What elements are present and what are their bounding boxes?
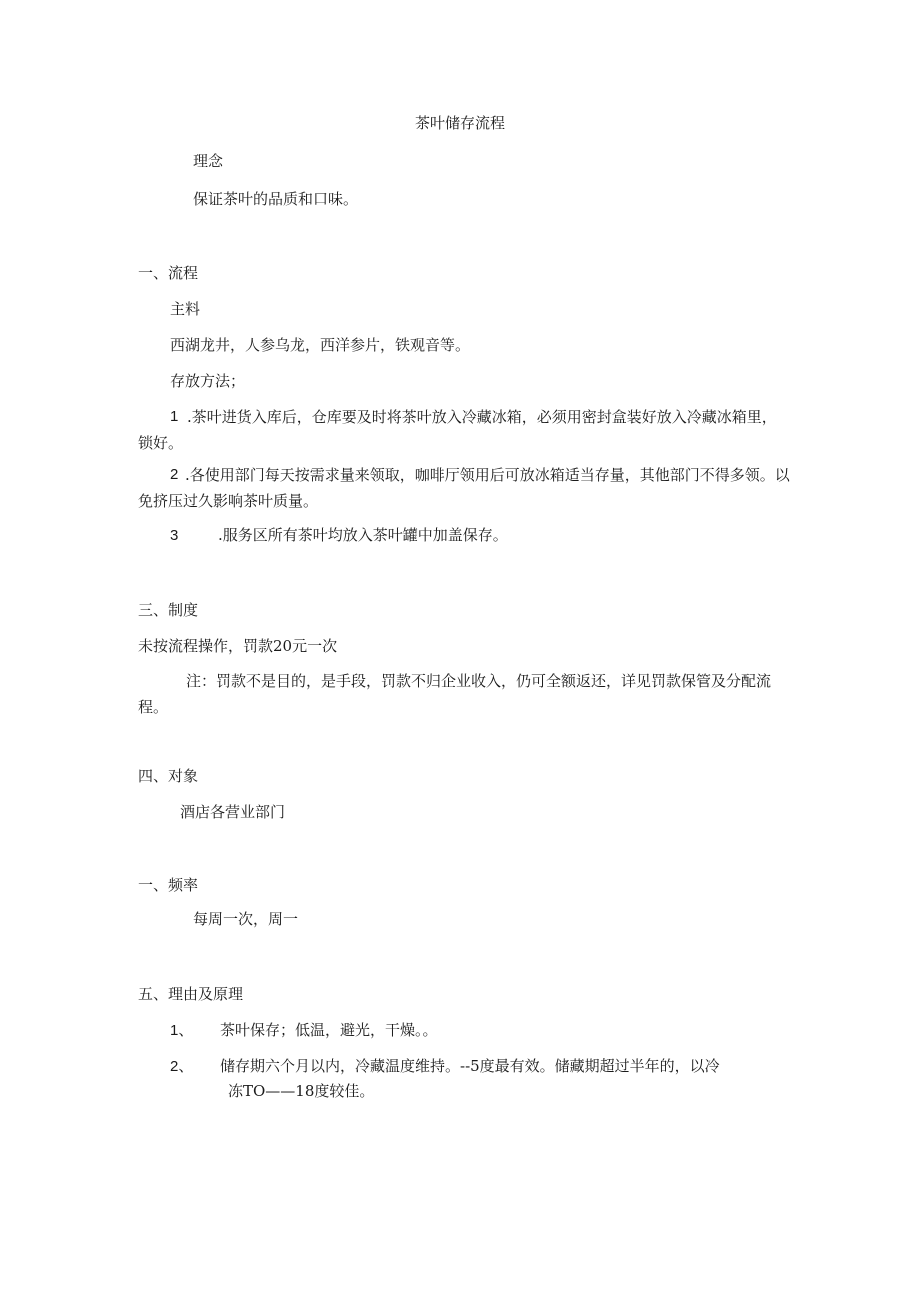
storage-method-label: 存放方法；	[170, 372, 246, 390]
section-target-heading: 四、对象	[138, 767, 199, 785]
section-rules-heading: 三、制度	[138, 601, 199, 619]
ingredients-list: 西湖龙井，人参乌龙，西洋参片，铁观音等。	[170, 336, 471, 354]
step-number: 2	[170, 466, 179, 483]
section-reason-heading: 五、理由及原理	[138, 985, 244, 1003]
document-title: 茶叶储存流程	[414, 114, 505, 132]
reason-number: 1、	[170, 1022, 194, 1039]
concept-text: 保证茶叶的品质和口味。	[193, 190, 359, 208]
reason-text: 储存期六个月以内，冷藏温度维持。--5度最有效。储藏期超过半年的，以冷	[220, 1057, 720, 1075]
penalty-text: 未按流程操作，罚款20元一次	[138, 637, 338, 655]
section-frequency-heading: 一、频率	[138, 876, 199, 894]
step-text: .各使用部门每天按需求量来领取，咖啡厅领用后可放冰箱适当存量，其他部门不得多领。以免挤压过久影响茶叶质量。	[138, 466, 790, 510]
step-text: .茶叶进货入库后，仓库要及时将茶叶放入冷藏冰箱，必须用密封盒装好放入冷藏冰箱里，锁好。	[138, 408, 777, 452]
section-process-heading: 一、流程	[138, 264, 199, 282]
frequency-text: 每周一次，周一	[193, 910, 299, 928]
ingredients-label: 主料	[170, 300, 201, 318]
step-number: 1	[170, 408, 179, 425]
concept-label: 理念	[193, 152, 224, 170]
penalty-note: 注：罚款不是目的，是手段，罚款不归企业收入，仍可全额返还，详见罚款保管及分配流程。	[138, 672, 772, 716]
target-text: 酒店各营业部门	[180, 803, 286, 821]
step-number: 3	[170, 527, 179, 544]
step-text: .服务区所有茶叶均放入茶叶罐中加盖保存。	[218, 526, 508, 544]
reason-number: 2、	[170, 1058, 194, 1075]
reason-text: 茶叶保存；低温，避光，干燥。。	[220, 1021, 438, 1039]
reason-text-continuation: 冻TO——18度较佳。	[228, 1082, 375, 1100]
